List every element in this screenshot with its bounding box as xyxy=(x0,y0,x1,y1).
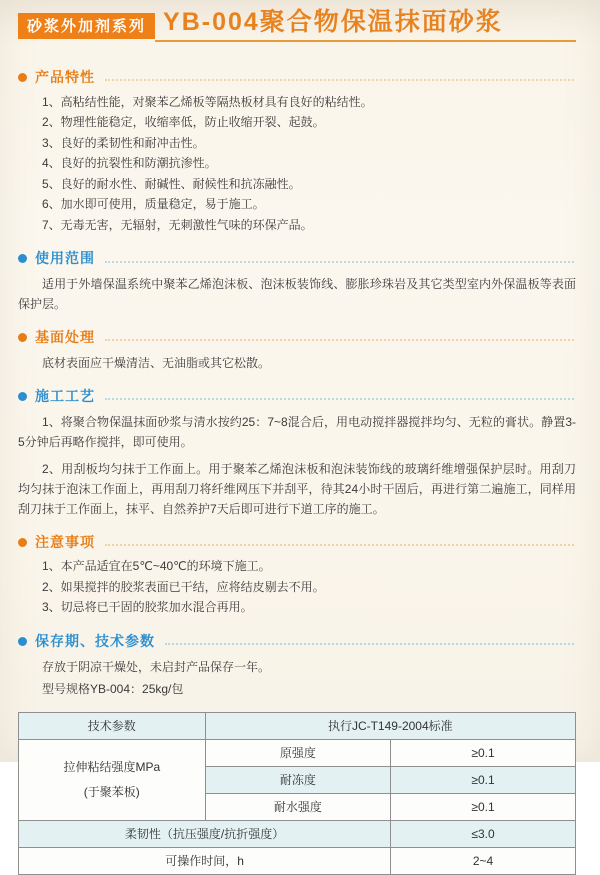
body-paragraph: 型号规格YB-004：25kg/包 xyxy=(42,681,184,696)
list-item: 5、良好的耐水性、耐碱性、耐候性和抗冻融性。 xyxy=(42,176,301,191)
dotted-leader xyxy=(105,398,574,400)
section-title: 产品特性 xyxy=(35,69,95,85)
bullet-icon xyxy=(18,254,27,263)
body-paragraph: 1、将聚合物保温抹面砂浆与清水按约25：7~8混合后，用电动搅拌器搅拌均匀、无粒的膏状。静置3-5分钟后再略作搅拌，即可使用。 xyxy=(18,414,576,449)
section-header xyxy=(18,329,576,346)
table-cell: 2~4 xyxy=(391,847,576,874)
body-paragraph: 底材表面应干燥清洁、无油脂或其它松散。 xyxy=(42,355,271,370)
document-header xyxy=(18,10,576,42)
dotted-leader xyxy=(105,261,574,263)
section-storage-specs xyxy=(18,633,576,699)
series-badge: 砂浆外加剂系列 xyxy=(18,13,155,39)
section-title: 注意事项 xyxy=(35,533,95,550)
precaution-list xyxy=(18,556,576,618)
table-row xyxy=(19,820,576,847)
list-item: 1、高粘结性能，对聚苯乙烯板等隔热板材具有良好的粘结性。 xyxy=(42,94,373,109)
body-paragraph: 存放于阴凉干燥处，未启封产品保存一年。 xyxy=(42,659,271,674)
list-item: 3、切忌将已干固的胶浆加水混合再用。 xyxy=(42,600,253,615)
list-item: 1、本产品适宜在5℃~40℃的环境下施工。 xyxy=(42,559,271,574)
list-item: 2、如果搅拌的胶浆表面已干结，应将结皮剔去不用。 xyxy=(42,579,325,594)
table-cell: 可操作时间，h xyxy=(19,847,391,874)
table-cell: 耐水强度 xyxy=(205,793,390,820)
table-cell: ≥0.1 xyxy=(391,793,576,820)
section-header xyxy=(18,633,576,650)
table-header-row xyxy=(19,712,576,739)
list-item: 4、良好的抗裂性和防潮抗渗性。 xyxy=(42,156,217,171)
section-construction-process xyxy=(18,388,576,519)
section-usage-scope xyxy=(18,250,576,314)
table-row xyxy=(19,739,576,766)
section-title: 施工工艺 xyxy=(35,387,95,404)
table-cell: 原强度 xyxy=(205,739,390,766)
bullet-icon xyxy=(18,637,27,646)
section-header xyxy=(18,388,576,405)
section-precautions xyxy=(18,534,576,618)
section-title: 基面处理 xyxy=(35,329,95,346)
spec-table xyxy=(18,712,576,875)
section-title: 使用范围 xyxy=(35,250,95,267)
title-underline xyxy=(155,10,576,42)
bullet-icon xyxy=(18,392,27,401)
feature-list xyxy=(18,92,576,236)
page-title: YB-004聚合物保温抹面砂浆 xyxy=(163,8,503,36)
table-cell: 柔韧性（抗压强度/抗折强度） xyxy=(19,820,391,847)
section-product-features xyxy=(18,69,576,235)
dotted-leader xyxy=(105,339,574,341)
table-header-cell: 执行JC-T149-2004标准 xyxy=(205,712,575,739)
group-label-line1: 拉伸粘结强度MPa xyxy=(63,760,161,775)
section-title: 保存期、技术参数 xyxy=(35,632,155,649)
list-item: 7、无毒无害，无辐射，无刺激性气味的环保产品。 xyxy=(42,217,313,232)
table-group-cell xyxy=(19,739,206,820)
dotted-leader xyxy=(165,643,574,645)
table-cell: ≤3.0 xyxy=(391,820,576,847)
section-header xyxy=(18,534,576,551)
table-row xyxy=(19,847,576,874)
list-item: 3、良好的柔韧性和耐冲击性。 xyxy=(42,135,205,150)
table-header-cell: 技术参数 xyxy=(19,712,206,739)
section-base-treatment xyxy=(18,329,576,373)
bullet-icon xyxy=(18,538,27,547)
table-cell: ≥0.1 xyxy=(391,739,576,766)
table-cell: ≥0.1 xyxy=(391,766,576,793)
list-item: 2、物理性能稳定，收缩率低，防止收缩开裂、起鼓。 xyxy=(42,115,325,130)
dotted-leader xyxy=(105,544,574,546)
body-paragraph: 2、用刮板均匀抹于工作面上。用于聚苯乙烯泡沫板和泡沫装饰线的玻璃纤维增强保护层时。用刮刀均匀抹于泡沫工作面上，再用刮刀将纤维网压下并刮平，待其24小时干固后，再进行第二遍施工，同样用刮刀抹于工作面上，抹平、自然养护7天后即可进行下道工序的施工。 xyxy=(18,461,576,516)
dotted-leader xyxy=(105,79,574,81)
list-item: 6、加水即可使用，质量稳定，易于施工。 xyxy=(42,197,265,212)
body-paragraph: 适用于外墙保温系统中聚苯乙烯泡沫板、泡沫板装饰线、膨胀珍珠岩及其它类型室内外保温板等表面保护层。 xyxy=(18,277,576,312)
bullet-icon xyxy=(18,333,27,342)
table-cell: 耐冻度 xyxy=(205,766,390,793)
group-label-line2: (于聚苯板) xyxy=(83,784,140,799)
bullet-icon xyxy=(18,73,27,82)
section-header xyxy=(18,250,576,267)
section-header xyxy=(18,69,576,86)
